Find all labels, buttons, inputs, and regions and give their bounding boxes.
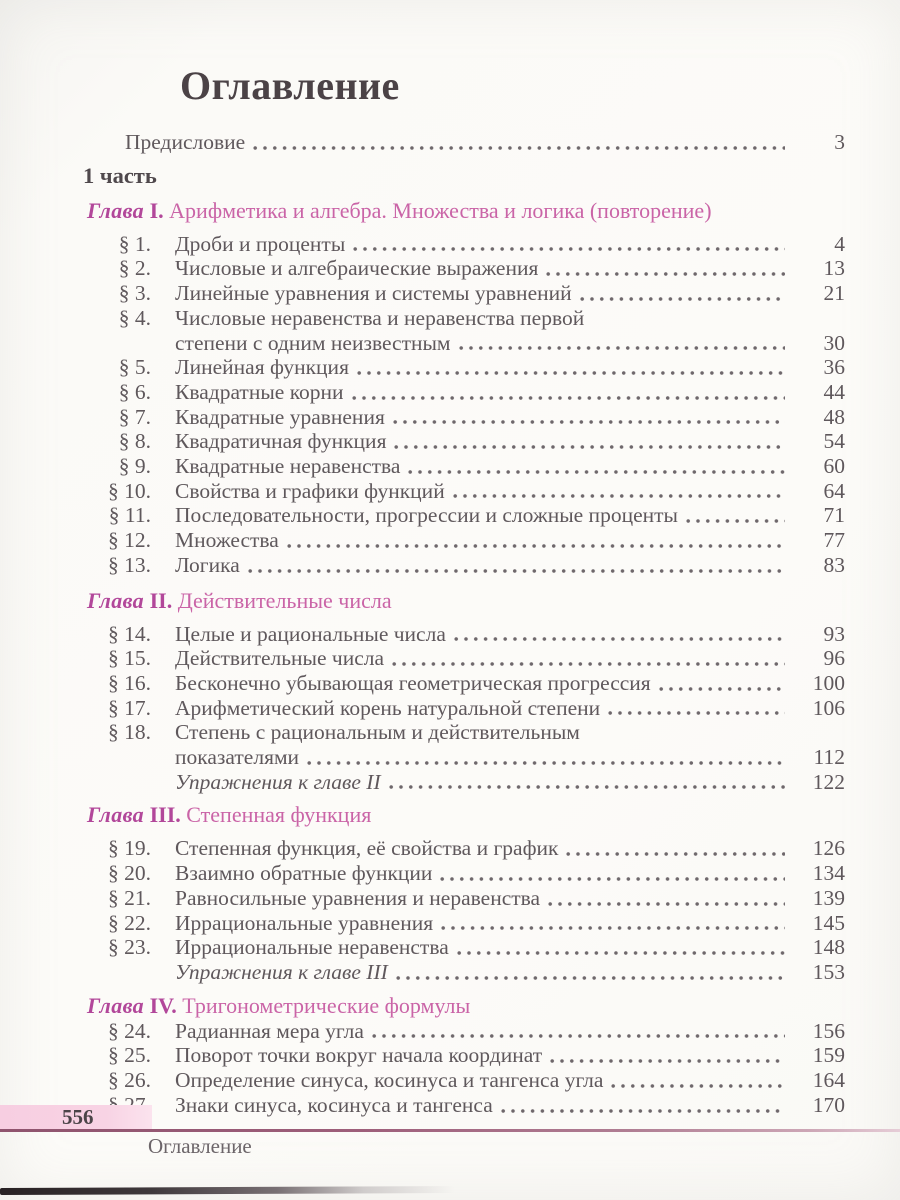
dot-leader: [396, 975, 785, 981]
toc-entry: [85, 479, 845, 504]
section-number: § 24.: [108, 1018, 151, 1043]
entry-page: 170: [812, 1092, 845, 1117]
toc-entry: [85, 306, 845, 331]
dot-leader: [608, 710, 785, 716]
entry-page: 100: [812, 670, 845, 695]
chapter-word: Глава: [87, 802, 145, 828]
toc-entry: [85, 528, 845, 553]
entry-page: 30: [823, 330, 845, 355]
section-number: § 20.: [108, 861, 151, 886]
entry-page: 126: [812, 836, 845, 861]
entry-page: 148: [812, 935, 845, 960]
dot-leader: [389, 784, 785, 790]
entry-title: Целые и рациональные числа: [175, 621, 446, 646]
section-number: § 13.: [108, 552, 151, 577]
dot-leader: [372, 1033, 785, 1039]
toc-entry: [85, 281, 845, 306]
section-number: § 14.: [108, 621, 151, 646]
chapter-heading-1: [87, 198, 845, 224]
entry-page: 145: [812, 910, 845, 935]
toc-entry: [85, 503, 845, 528]
part-heading: 1 часть: [83, 162, 157, 188]
entry-page: 60: [823, 454, 845, 479]
entry-page: 13: [823, 256, 845, 281]
entry-title: Квадратные уравнения: [175, 404, 385, 429]
toc-entry: [85, 355, 845, 380]
footer-page-number: 556: [62, 1105, 94, 1129]
toc-entry: [85, 671, 845, 696]
entry-title: Упражнения к главе II: [175, 769, 381, 794]
toc-entry: [85, 232, 845, 257]
chapter-1-entries: [85, 232, 845, 578]
entry-title: Бесконечно убывающая геометрическая прогрессия: [175, 670, 651, 695]
dot-leader: [454, 636, 785, 642]
dot-leader: [357, 370, 785, 376]
entry-title: степени с одним неизвестным: [175, 330, 451, 355]
section-number: § 11.: [108, 503, 151, 528]
dot-leader: [501, 1108, 785, 1114]
entry-page: 48: [823, 404, 845, 429]
toc-entry: [85, 256, 845, 281]
section-number: § 23.: [108, 935, 151, 960]
section-number: § 15.: [108, 646, 151, 671]
entry-page: 164: [812, 1068, 845, 1093]
entry-title: Квадратные неравенства: [175, 454, 401, 479]
chapter-word: Глава: [87, 587, 145, 613]
entry-page: 93: [823, 621, 845, 646]
dot-leader: [566, 851, 785, 857]
toc-entry-preface: [85, 130, 845, 155]
toc-entry: [85, 911, 845, 936]
dot-leader: [592, 321, 785, 327]
entry-page: 139: [812, 885, 845, 910]
dot-leader: [408, 469, 785, 475]
entry-title: Определение синуса, косинуса и тангенса угла: [175, 1068, 604, 1093]
footer-running-title: Оглавление: [148, 1134, 252, 1158]
dot-leader: [394, 444, 785, 450]
chapter-numeral: II.: [149, 587, 173, 613]
entry-title: Квадратичная функция: [175, 429, 387, 454]
dot-leader: [393, 419, 785, 425]
toc-entry: [85, 696, 845, 721]
dot-leader: [686, 518, 785, 524]
toc-entry: [85, 1019, 845, 1044]
entry-page: 21: [823, 281, 845, 306]
dot-leader: [588, 735, 785, 741]
footer-rule: [0, 1129, 900, 1132]
entry-title: Последовательности, прогрессии и сложные проценты: [175, 503, 678, 528]
dot-leader: [546, 271, 785, 277]
toc-entry: [85, 1068, 845, 1093]
page-title: Оглавление: [180, 63, 400, 108]
section-number: § 18.: [108, 720, 151, 745]
toc-entry: [85, 553, 845, 578]
section-number: § 3.: [118, 281, 151, 306]
chapter-3-entries: [85, 836, 845, 984]
entry-page: 96: [823, 646, 845, 671]
entry-page: 134: [812, 861, 845, 886]
entry-title: Предисловие: [125, 130, 246, 154]
toc-entry: [85, 720, 845, 745]
chapter-numeral: IV.: [149, 992, 177, 1018]
toc-entry-continuation: [85, 745, 845, 770]
toc-entry: [85, 646, 845, 671]
entry-title: Свойства и графики функций: [175, 478, 445, 503]
entry-page: 153: [812, 959, 845, 984]
chapter-title: Тригонометрические формулы: [182, 992, 471, 1018]
dot-leader: [352, 395, 785, 401]
entry-title: Действительные числа: [175, 646, 385, 671]
dot-leader: [453, 493, 785, 499]
entry-title: Квадратные корни: [175, 379, 344, 404]
toc-entry-exercises: [85, 770, 845, 795]
entry-page: 54: [823, 429, 845, 454]
section-number: § 10.: [108, 478, 151, 503]
entry-title: Равносильные уравнения и неравенства: [175, 885, 541, 910]
dot-leader: [459, 345, 785, 351]
entry-page: 44: [823, 379, 845, 404]
entry-title: Линейная функция: [175, 355, 349, 380]
entry-page: 159: [812, 1043, 845, 1068]
entry-page: 106: [812, 695, 845, 720]
toc-entry: [85, 886, 845, 911]
entry-title: Числовые неравенства и неравенства первой: [175, 305, 585, 330]
toc-entry-continuation: [85, 331, 845, 356]
scan-edge-artifact: [0, 1186, 505, 1195]
entry-title: Степенная функция, её свойства и график: [175, 836, 559, 861]
entry-title: Арифметический корень натуральной степени: [175, 695, 601, 720]
chapter-2-entries: [85, 622, 845, 795]
entry-title: Линейные уравнения и системы уравнений: [175, 281, 572, 306]
toc-entry: [85, 454, 845, 479]
section-number: § 4.: [118, 305, 151, 330]
toc-entry: [85, 622, 845, 647]
section-number: § 16.: [108, 670, 151, 695]
chapter-heading-4: [87, 993, 845, 1019]
entry-title: Числовые и алгебраические выражения: [175, 256, 539, 281]
dot-leader: [441, 925, 785, 931]
entry-title: Степень с рациональным и действительным: [175, 720, 580, 745]
section-number: § 6.: [118, 379, 151, 404]
toc-entry: [85, 380, 845, 405]
entry-title: Радианная мера угла: [175, 1018, 364, 1043]
dot-leader: [548, 901, 785, 907]
chapter-heading-3: [87, 802, 845, 828]
section-number: § 8.: [118, 429, 151, 454]
chapter-title: Степенная функция: [186, 802, 372, 828]
chapter-word: Глава: [87, 992, 145, 1018]
dot-leader: [457, 950, 785, 956]
entry-page: 156: [812, 1018, 845, 1043]
dot-leader: [353, 246, 785, 252]
chapter-title: Арифметика и алгебра. Множества и логика (повторение): [169, 197, 712, 223]
table-of-contents: [85, 0, 845, 1118]
section-number: § 5.: [118, 355, 151, 380]
section-number: § 26.: [108, 1068, 151, 1093]
section-number: § 12.: [108, 528, 151, 553]
dot-leader: [287, 543, 785, 549]
entry-title: Знаки синуса, косинуса и тангенса: [175, 1092, 493, 1117]
entry-page: 3: [834, 130, 845, 154]
entry-page: 71: [823, 503, 845, 528]
section-number: § 2.: [118, 256, 151, 281]
entry-title: Множества: [175, 528, 279, 553]
toc-entry: [85, 836, 845, 861]
dot-leader: [550, 1058, 785, 1064]
entry-page: 64: [823, 478, 845, 503]
dot-leader: [440, 876, 785, 882]
toc-entry-exercises: [85, 960, 845, 985]
section-number: § 17.: [108, 695, 151, 720]
dot-leader: [307, 760, 785, 766]
chapter-word: Глава: [87, 197, 145, 223]
entry-title: Дроби и проценты: [175, 231, 346, 256]
dot-leader: [253, 145, 785, 151]
entry-title: показателями: [175, 745, 300, 770]
section-number: § 22.: [108, 910, 151, 935]
entry-title: Иррациональные уравнения: [175, 910, 434, 935]
toc-entry: [85, 1093, 845, 1118]
entry-page: 83: [823, 552, 845, 577]
entry-title: Поворот точки вокруг начала координат: [175, 1043, 543, 1068]
entry-page: 77: [823, 528, 845, 553]
section-number: § 7.: [118, 404, 151, 429]
dot-leader: [580, 296, 785, 302]
toc-entry: [85, 405, 845, 430]
entry-page: 36: [823, 355, 845, 380]
dot-leader: [248, 568, 785, 574]
section-number: § 9.: [118, 454, 151, 479]
chapter-numeral: I.: [149, 197, 164, 223]
toc-entry: [85, 429, 845, 454]
toc-entry: [85, 935, 845, 960]
dot-leader: [611, 1083, 785, 1089]
chapter-heading-2: [87, 588, 845, 614]
section-number: § 19.: [108, 836, 151, 861]
entry-title: Иррациональные неравенства: [175, 935, 449, 960]
section-number: § 25.: [108, 1043, 151, 1068]
entry-page: 4: [834, 231, 845, 256]
section-number: § 1.: [118, 231, 151, 256]
chapter-4-entries: [85, 1019, 845, 1118]
dot-leader: [659, 686, 785, 692]
dot-leader: [392, 661, 785, 667]
entry-title: Логика: [175, 552, 240, 577]
section-number: § 21.: [108, 885, 151, 910]
toc-entry: [85, 1043, 845, 1068]
chapter-title: Действительные числа: [177, 587, 392, 613]
entry-title: Взаимно обратные функции: [175, 861, 433, 886]
entry-page: 112: [813, 745, 845, 770]
entry-page: 122: [812, 769, 845, 794]
entry-title: Упражнения к главе III: [175, 959, 388, 984]
toc-entry: [85, 861, 845, 886]
chapter-numeral: III.: [149, 802, 181, 828]
